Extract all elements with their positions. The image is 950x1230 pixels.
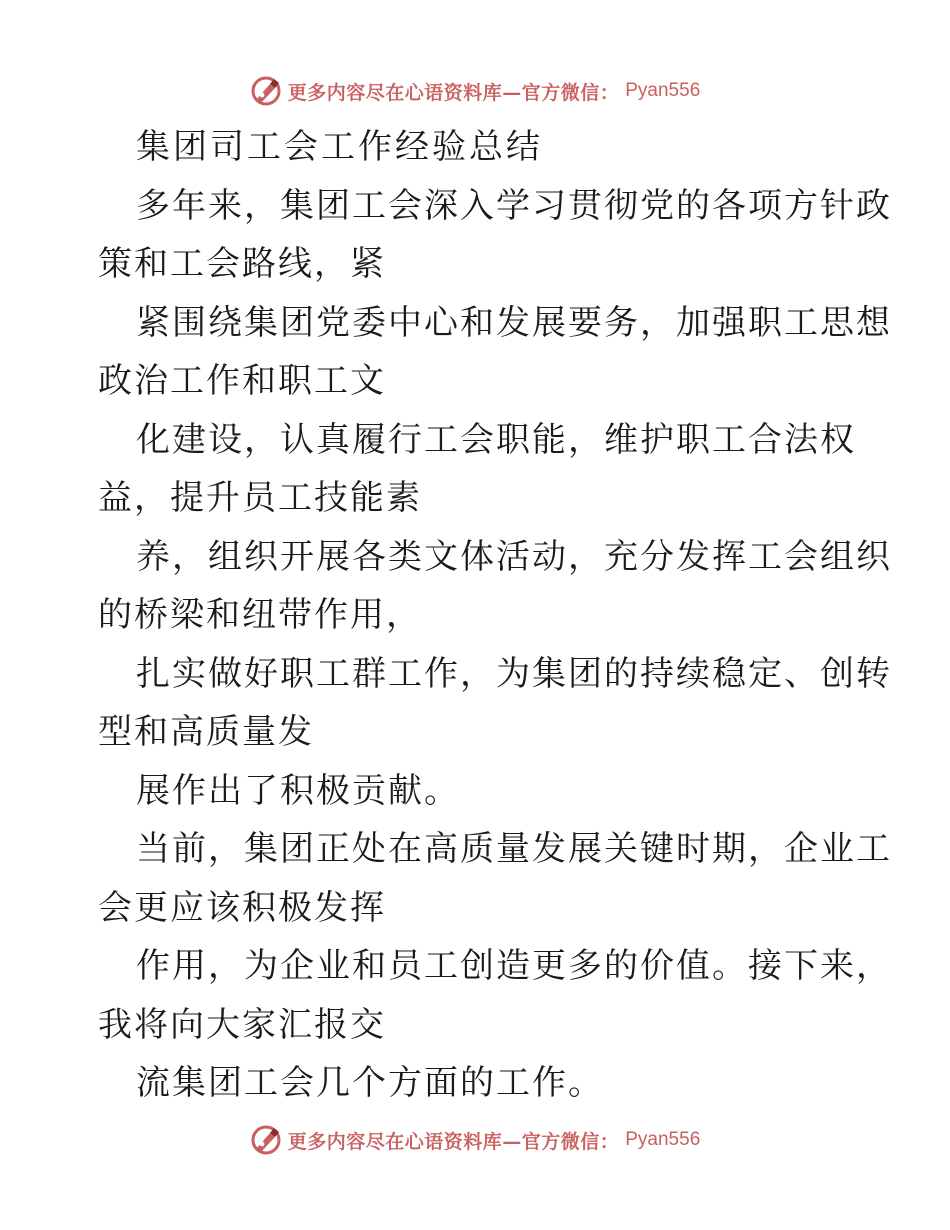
paragraph-line: 化建设，认真履行工会职能，维护职工合法权 <box>136 419 856 460</box>
paragraph-line: 紧围绕集团党委中心和发展要务，加强职工思想 <box>136 302 892 343</box>
paragraph-line: 的桥梁和纽带作用， <box>98 595 422 635</box>
paragraph-line: 当前，集团正处在高质量发展关键时期，企业工 <box>136 829 892 869</box>
watermark-banner-top <box>0 71 950 111</box>
paragraph-line: 型和高质量发 <box>98 712 314 752</box>
paragraph-line: 多年来，集团工会深入学习贯彻党的各项方针政 <box>136 185 892 226</box>
paragraph-line: 策和工会路线，紧 <box>98 244 386 284</box>
paragraph-line: 益，提升员工技能素 <box>98 478 422 518</box>
watermark-text: 更多内容尽在心语资料库—官方微信： <box>287 81 620 104</box>
paragraph-line: 展作出了积极贡献。 <box>136 770 460 811</box>
paragraph-line: 我将向大家汇报交 <box>98 1004 386 1045</box>
pen-seal-logo-icon <box>250 75 282 107</box>
paragraph-line: 会更应该积极发挥 <box>98 887 386 928</box>
watermark-text: 更多内容尽在心语资料库—官方微信： <box>287 1130 620 1153</box>
watermark-banner-bottom <box>0 1120 950 1160</box>
paragraph-line: 流集团工会几个方面的工作。 <box>136 1063 604 1103</box>
paragraph-line: 扎实做好职工群工作，为集团的持续稳定、创转 <box>136 653 892 694</box>
paragraph-line: 养，组织开展各类文体活动，充分发挥工会组织 <box>136 536 892 577</box>
wechat-id: Pyan556 <box>625 80 701 101</box>
document-title: 集团司工会工作经验总结 <box>136 127 543 167</box>
paragraph-line: 政治工作和职工文 <box>98 361 386 401</box>
paragraph-line: 作用，为企业和员工创造更多的价值。接下来， <box>136 946 892 986</box>
wechat-id: Pyan556 <box>625 1129 701 1150</box>
pen-seal-logo-icon <box>250 1124 282 1156</box>
document-body <box>98 118 892 1113</box>
